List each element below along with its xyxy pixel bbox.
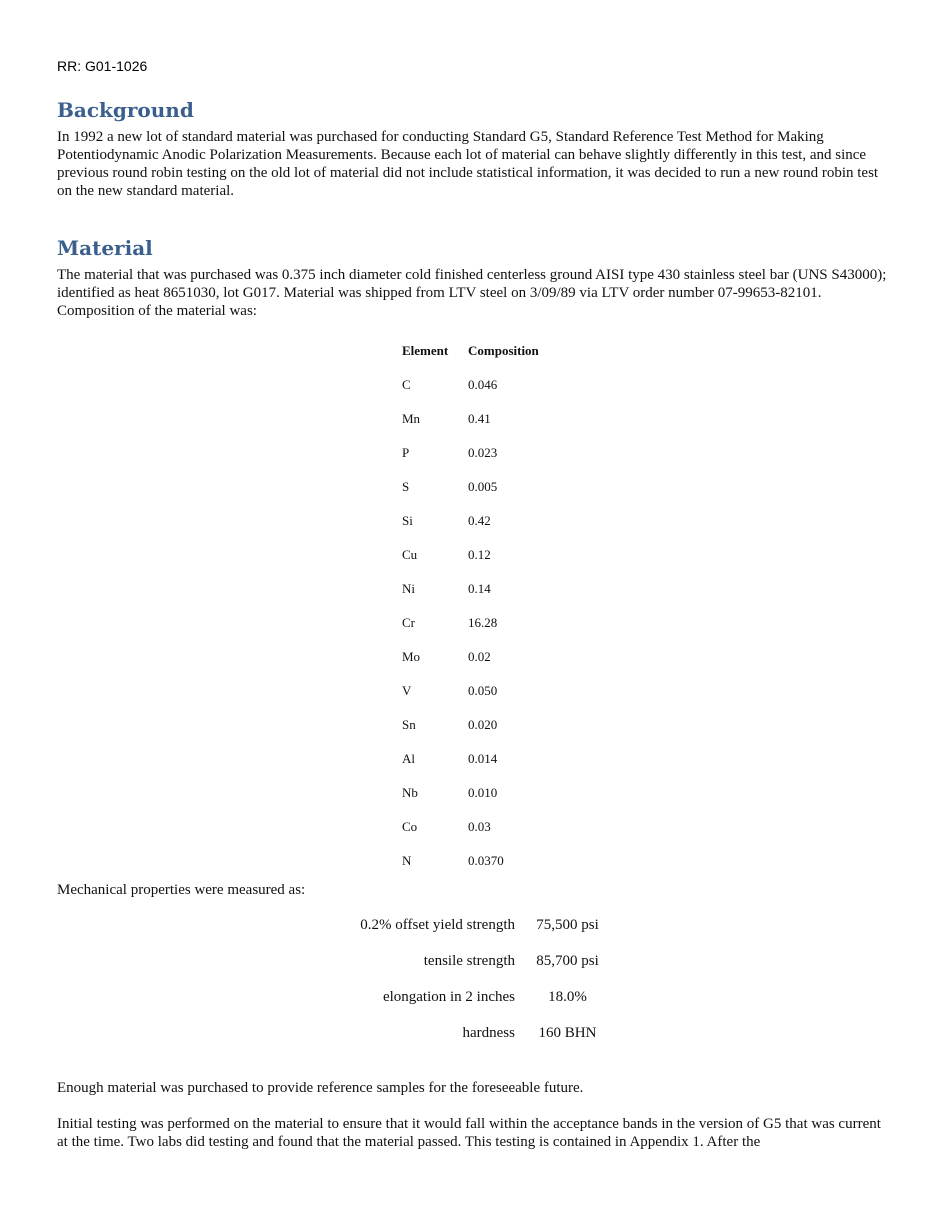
property-label: tensile strength [423, 952, 515, 969]
composition-cell: 0.03 [468, 819, 491, 834]
element-cell: S [402, 479, 410, 494]
composition-row [402, 640, 588, 674]
composition-row [402, 368, 588, 402]
composition-cell: 0.42 [468, 513, 491, 528]
mechanical-properties-table [300, 907, 620, 1051]
composition-cell: 0.046 [468, 377, 498, 392]
element-cell: Cu [402, 547, 418, 562]
composition-cell: 0.41 [468, 411, 491, 426]
composition-row [402, 504, 588, 538]
supply-paragraph: Enough material was purchased to provide reference samples for the foreseeable future. [57, 1080, 584, 1096]
composition-table [402, 334, 588, 878]
composition-cell: 16.28 [468, 615, 498, 630]
composition-row [402, 776, 588, 810]
composition-row [402, 844, 588, 878]
material-heading: Material [57, 236, 153, 260]
mechanical-row [300, 979, 620, 1015]
element-cell: Mo [402, 649, 421, 664]
composition-cell: 0.12 [468, 547, 491, 562]
testing-paragraph: Initial testing was performed on the material to ensure that it would fall within the acceptance bands in the version of G5 that was current at the time. Two labs did testing and found that the material passed. This testing is contained in Appendix 1. After the [57, 1116, 881, 1150]
composition-cell: 0.005 [468, 479, 498, 494]
mechanical-row [300, 943, 620, 979]
material-paragraph: The material that was purchased was 0.375 inch diameter cold finished centerless ground AISI type 430 stainless steel bar (UNS S43000); identified as heat 8651030, lot G017. Material was shipped from LTV steel on 3/09/89 via LTV order number 07-99653-82101. Composition of the material was: [57, 267, 887, 319]
element-cell: Nb [402, 785, 418, 800]
composition-cell: 0.010 [468, 785, 498, 800]
report-id: RR: G01-1026 [57, 58, 148, 74]
element-cell: Al [402, 751, 415, 766]
composition-cell: 0.014 [468, 751, 498, 766]
element-cell: V [402, 683, 412, 698]
composition-row [402, 742, 588, 776]
composition-cell: 0.0370 [468, 853, 504, 868]
composition-cell: 0.14 [468, 581, 491, 596]
element-cell: Mn [402, 411, 421, 426]
column-header-composition: Composition [468, 343, 539, 358]
composition-cell: 0.023 [468, 445, 498, 460]
property-value: 85,700 psi [536, 952, 599, 969]
composition-row [402, 708, 588, 742]
mechanical-intro: Mechanical properties were measured as: [57, 882, 306, 898]
property-value: 160 BHN [538, 1024, 597, 1041]
property-label: elongation in 2 inches [382, 988, 515, 1005]
composition-row [402, 470, 588, 504]
column-header-element: Element [402, 343, 449, 358]
mechanical-row [300, 1015, 620, 1051]
composition-row [402, 538, 588, 572]
composition-row [402, 572, 588, 606]
property-label: 0.2% offset yield strength [360, 916, 515, 933]
element-cell: Co [402, 819, 418, 834]
element-cell: Sn [402, 717, 416, 732]
element-cell: P [402, 445, 410, 460]
mechanical-row [300, 907, 620, 943]
composition-row [402, 674, 588, 708]
element-cell: C [402, 377, 411, 392]
element-cell: Ni [402, 581, 415, 596]
element-cell: Si [402, 513, 413, 528]
element-cell: Cr [402, 615, 415, 630]
composition-row [402, 436, 588, 470]
property-value: 18.0% [548, 988, 587, 1005]
background-paragraph: In 1992 a new lot of standard material was purchased for conducting Standard G5, Standard Reference Test Method for Making Potentiodynamic Anodic Polarization Measurements. Because each lot of material can behave slightly differently in this test, and since previous round robin testing on the old lot of material did not include statistical information, it was decided to run a new round robin test on the new standard material. [57, 129, 879, 199]
composition-cell: 0.050 [468, 683, 498, 698]
element-cell: N [402, 853, 412, 868]
composition-cell: 0.020 [468, 717, 498, 732]
composition-header-row [402, 334, 588, 368]
composition-row [402, 810, 588, 844]
background-heading: Background [57, 98, 194, 122]
composition-row [402, 402, 588, 436]
composition-row [402, 606, 588, 640]
property-label: hardness [462, 1024, 515, 1041]
composition-cell: 0.02 [468, 649, 491, 664]
property-value: 75,500 psi [536, 916, 599, 933]
